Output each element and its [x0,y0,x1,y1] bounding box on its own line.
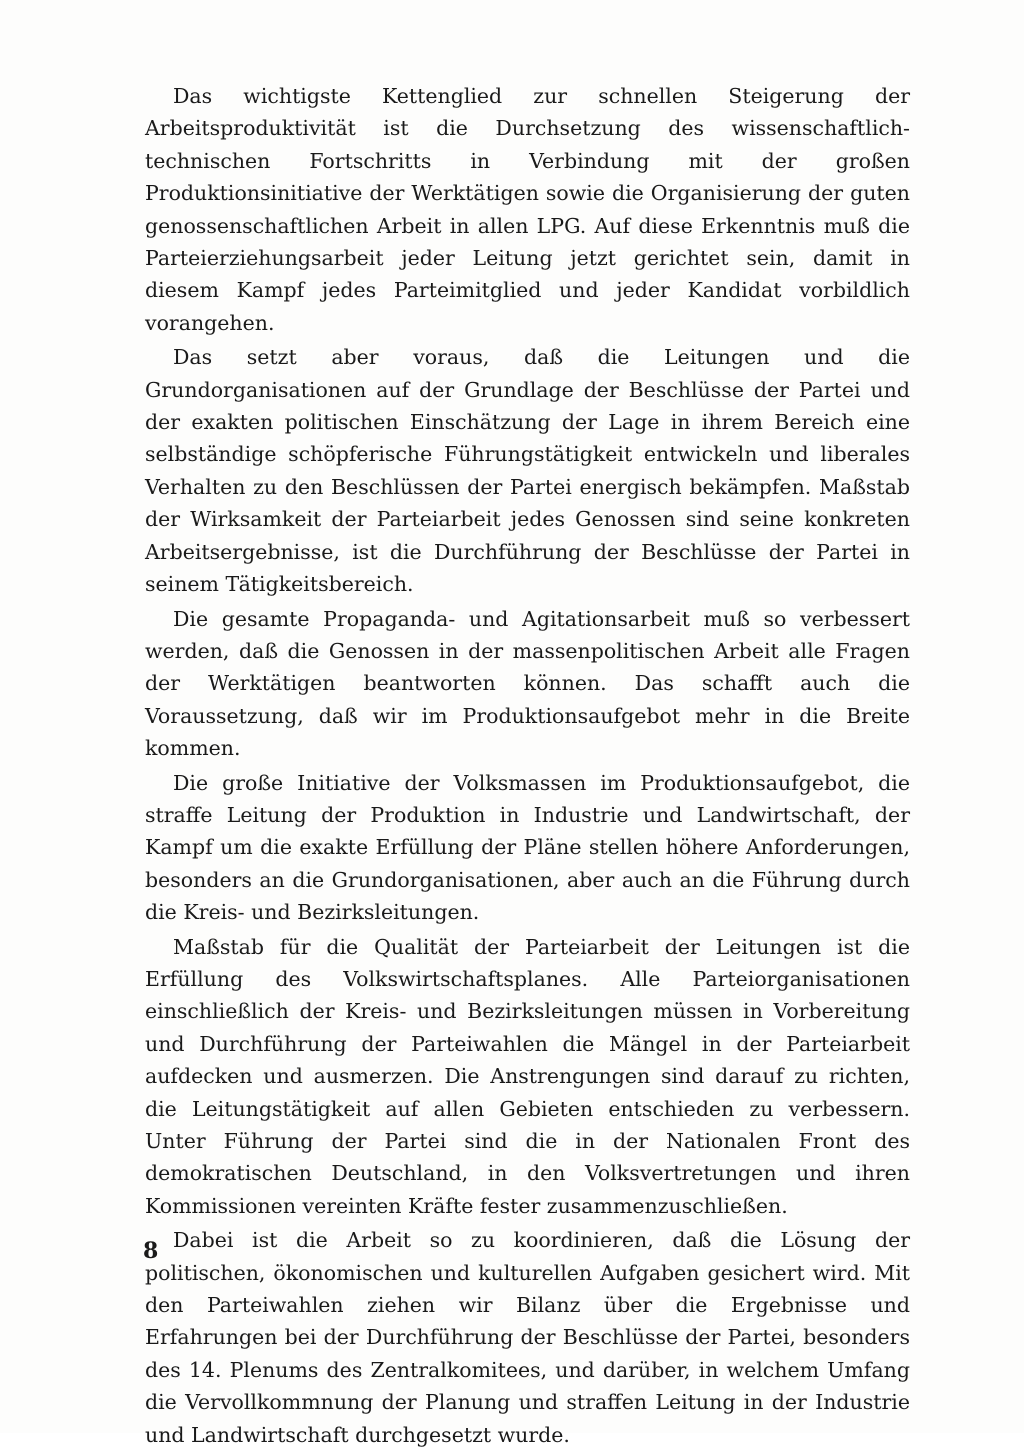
paragraph-3: Die gesamte Propaganda- und Agitationsarbeit muß so verbessert werden, daß die Genossen in der massenpolitischen Arbeit alle Fragen der Werktätigen beantworten können. Das schafft auch die Voraussetzung, daß wir im Produktionsaufgebot mehr in die Breite kommen. [145,606,910,761]
paragraph-1: Das wichtigste Kettenglied zur schnellen Steigerung der Arbeitsproduktivität ist die Durchsetzung des wissenschaftlich-technischen Fortschritts in Verbindung mit der großen Produktionsinitiative der Werktätigen sowie die Organisierung der guten genossenschaftlichen Arbeit in allen LPG. Auf diese Erkenntnis muß die Parteierziehungsarbeit jeder Leitung jetzt gerichtet sein, damit in diesem Kampf jedes Parteimitglied und jeder Kandidat vorbildlich vorangehen. [145,84,910,335]
paragraph-4: Die große Initiative der Volksmassen im Produktionsaufgebot, die straffe Leitung der Produktion in Industrie und Landwirtschaft, der Kampf um die exakte Erfüllung der Pläne stellen höhere Anforderungen, besonders an die Grundorganisationen, aber auch an die Führung durch die Kreis- und Bezirksleitungen. [145,770,910,925]
paragraph-6: Dabei ist die Arbeit so zu koordinieren, daß die Lösung der politischen, ökonomischen und kulturellen Aufgaben gesichert wird. Mit den Parteiwahlen ziehen wir Bilanz über die Ergebnisse und Erfahrungen bei der Durchführung der Beschlüsse der Partei, besonders des 14. Plenums des Zentralkomitees, und darüber, in welchem Umfang die Vervollkommnung der Planung und straffen Leitung in der Industrie und Landwirtschaft durchgesetzt wurde. [145,1228,910,1447]
paragraph-2: Das setzt aber voraus, daß die Leitungen und die Grundorganisationen auf der Grundlage der Beschlüsse der Partei und der exakten politischen Einschätzung der Lage in ihrem Bereich eine selbständige schöpferische Führungstätigkeit entwickeln und liberales Verhalten zu den Beschlüssen der Partei energisch bekämpfen. Maßstab der Wirksamkeit der Parteiarbeit jedes Genossen sind seine konkreten Arbeitsergebnisse, ist die Durchführung der Beschlüsse der Partei in seinem Tätigkeitsbereich. [145,345,910,597]
body-text [145,80,910,1453]
paragraph-5: Maßstab für die Qualität der Parteiarbeit der Leitungen ist die Erfüllung des Volkswirtschaftsplanes. Alle Parteiorganisationen einschließlich der Kreis- und Bezirksleitungen müssen in Vorbereitung und Durchführung der Parteiwahlen die Mängel in der Parteiarbeit aufdecken und ausmerzen. Die Anstrengungen sind darauf zu richten, die Leitungstätigkeit auf allen Gebieten entschieden zu verbessern. Unter Führung der Partei sind die in der Nationalen Front des demokratischen Deutschland, in den Volksvertretungen und ihren Kommissionen vereinten Kräfte fester zusammenzuschließen. [145,934,910,1218]
page-number: 8 [143,1238,159,1264]
